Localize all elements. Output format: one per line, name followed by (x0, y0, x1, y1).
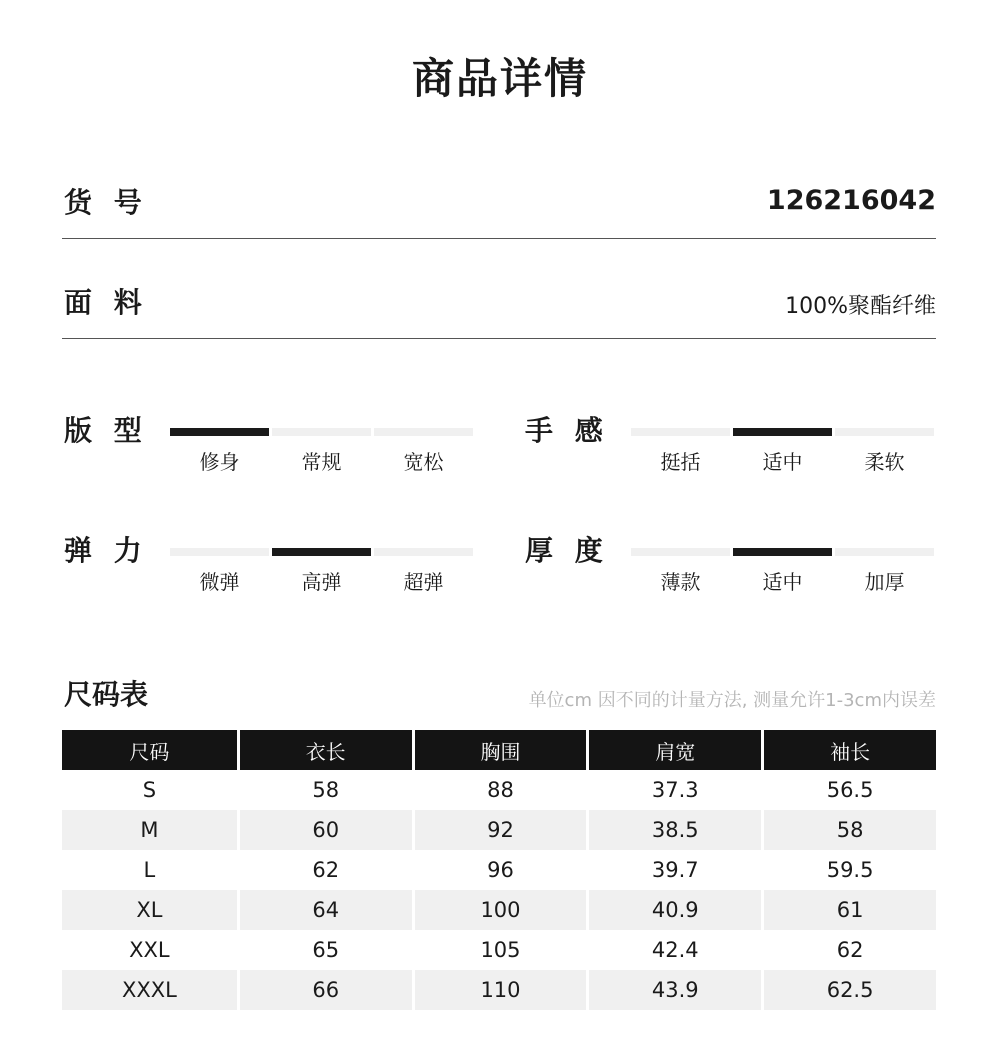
table-cell: 62 (237, 850, 412, 890)
page-title: 商品详情 (411, 54, 588, 103)
table-cell: 40.9 (586, 890, 761, 930)
hand-feel-scale-segment (733, 428, 832, 436)
thickness-scale (523, 529, 933, 599)
table-cell: 65 (237, 930, 412, 970)
table-row (62, 890, 936, 930)
column-header-chest: 胸围 (412, 730, 587, 770)
size-table (62, 730, 936, 1010)
elasticity-scale-label: 弹 力 (64, 534, 148, 567)
thickness-scale-segment (631, 548, 730, 556)
elasticity-option: 高弹 (301, 570, 342, 594)
size-chart-note: 单位cm 因不同的计量方法, 测量允许1-3cm内误差 (528, 690, 936, 711)
elasticity-scale-segment (374, 548, 473, 556)
thickness-option: 薄款 (660, 570, 701, 594)
column-header-shoulder: 肩宽 (586, 730, 761, 770)
table-cell: 105 (412, 930, 587, 970)
table-cell: 62 (761, 930, 936, 970)
table-cell: M (62, 810, 237, 850)
thickness-option: 加厚 (864, 570, 905, 594)
fit-scale-segment (374, 428, 473, 436)
fit-option: 修身 (199, 450, 240, 474)
fit-option: 宽松 (403, 450, 444, 474)
column-header-sleeve: 袖长 (761, 730, 936, 770)
hand-feel-scale-segment (631, 428, 730, 436)
table-cell: 92 (412, 810, 587, 850)
fit-option: 常规 (301, 450, 342, 474)
table-cell: 42.4 (586, 930, 761, 970)
sku-value: 126216042 (766, 185, 936, 216)
table-cell: 56.5 (761, 770, 936, 810)
size-chart-title: 尺码表 (64, 678, 149, 711)
hand-feel-option: 挺括 (660, 450, 701, 474)
hand-feel-scale-segment (835, 428, 934, 436)
table-cell: 96 (412, 850, 587, 890)
elasticity-scale-segment (170, 548, 269, 556)
table-cell: 66 (237, 970, 412, 1010)
fit-scale-label: 版 型 (64, 414, 148, 447)
column-header-length: 衣长 (237, 730, 412, 770)
fabric-label: 面 料 (64, 286, 148, 319)
table-cell: 37.3 (586, 770, 761, 810)
table-cell: XXXL (62, 970, 237, 1010)
table-cell: 88 (412, 770, 587, 810)
column-header-size: 尺码 (62, 730, 237, 770)
table-cell: 60 (237, 810, 412, 850)
sku-label: 货 号 (64, 186, 148, 219)
table-cell: XL (62, 890, 237, 930)
table-cell: 61 (761, 890, 936, 930)
hand-feel-option: 适中 (762, 450, 803, 474)
fabric-value: 100%聚酯纤维 (785, 294, 936, 319)
table-row (62, 770, 936, 810)
table-cell: L (143, 858, 156, 882)
table-cell: 64 (237, 890, 412, 930)
thickness-scale-label: 厚 度 (525, 534, 609, 567)
table-cell: 58 (761, 810, 936, 850)
elasticity-option: 微弹 (199, 570, 240, 594)
hand-feel-scale (523, 409, 933, 479)
divider (62, 238, 936, 239)
table-cell: 38.5 (586, 810, 761, 850)
table-cell: 100 (412, 890, 587, 930)
thickness-option: 适中 (762, 570, 803, 594)
thickness-scale-segment (835, 548, 934, 556)
divider (62, 338, 936, 339)
table-row (62, 930, 936, 970)
table-cell: 59.5 (761, 850, 936, 890)
size-table-body (62, 770, 936, 1010)
table-cell: S (142, 778, 157, 802)
elasticity-scale-segment (272, 548, 371, 556)
elasticity-option: 超弹 (403, 570, 444, 594)
hand-feel-scale-label: 手 感 (525, 414, 609, 447)
table-row (62, 850, 936, 890)
thickness-scale-segment (733, 548, 832, 556)
table-row (62, 810, 936, 850)
fit-scale-segment (272, 428, 371, 436)
fit-scale-segment (170, 428, 269, 436)
table-cell: 58 (237, 770, 412, 810)
size-table-header-row (62, 730, 936, 770)
fit-scale (62, 409, 472, 479)
elasticity-scale (62, 529, 472, 599)
table-row (62, 970, 936, 1010)
table-cell: 43.9 (586, 970, 761, 1010)
table-cell: 39.7 (586, 850, 761, 890)
table-cell: XXL (129, 938, 170, 962)
table-cell: 110 (412, 970, 587, 1010)
table-cell: 62.5 (761, 970, 936, 1010)
hand-feel-option: 柔软 (864, 450, 905, 474)
